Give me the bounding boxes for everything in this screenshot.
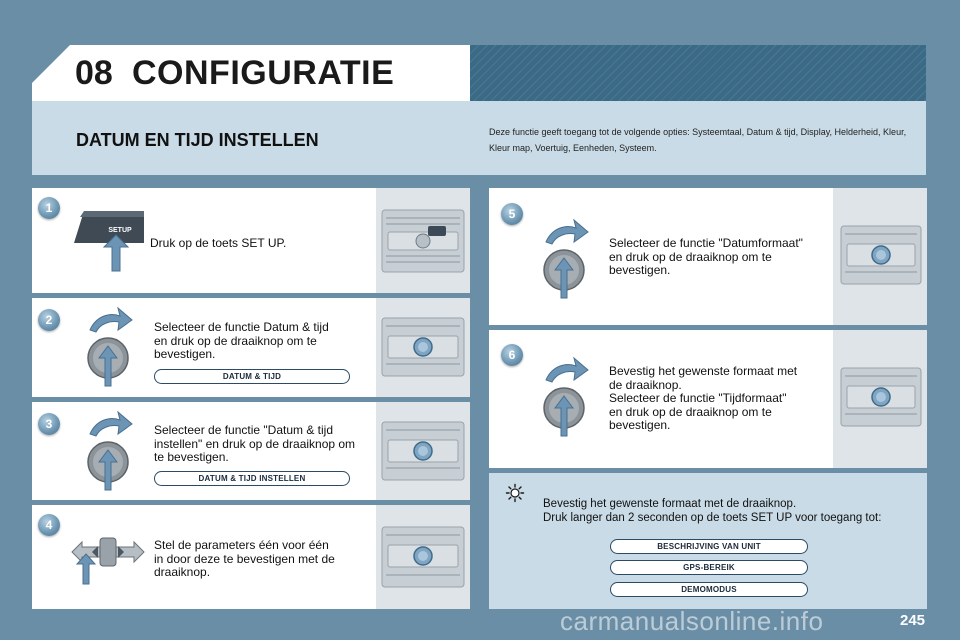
step-5-badge: 5 — [501, 203, 523, 225]
step-2-text: Selecteer de functie Datum & tijd en druk op de draaiknop om te bevestigen. — [154, 320, 329, 361]
menu-item-demomodus: DEMOMODUS — [610, 582, 808, 597]
menu-item-datum-tijd: DATUM & TIJD — [154, 369, 350, 384]
navigation-arrows-icon — [70, 532, 146, 586]
step-4-photo — [376, 505, 470, 609]
setup-key-icon — [74, 207, 144, 275]
step-6-badge: 6 — [501, 344, 523, 366]
step-5-text: Selecteer de functie "Datumformaat" en druk op de draaiknop om te bevestigen. — [609, 236, 803, 277]
rotary-knob-icon — [84, 306, 140, 390]
console-unit-icon — [376, 298, 470, 397]
step-3-photo — [376, 402, 470, 500]
step-1-badge: 1 — [38, 197, 60, 219]
tip-text: Bevestig het gewenste formaat met de draaiknop. Druk langer dan 2 seconden op de toets SET UP voor toegang tot: — [543, 498, 882, 524]
step-4-text: Stel de parameters één voor één in door deze te bevestigen met de draaiknop. — [154, 538, 335, 579]
chapter-title: CONFIGURATIE — [132, 54, 395, 92]
step-6-text: Bevestig het gewenste formaat met de draaiknop. Selecteer de functie "Tijdformaat" en druk op de draaiknop om te bevestigen. — [609, 364, 798, 432]
watermark: carmanualsonline.info — [560, 606, 824, 636]
step-1-photo — [376, 188, 470, 293]
setup-key-label: SETUP — [108, 227, 132, 234]
rotary-knob-icon — [540, 356, 596, 440]
step-3-badge: 3 — [38, 413, 60, 435]
chapter-number: 08 — [75, 54, 113, 92]
step-5-photo — [833, 188, 927, 325]
console-unit-icon — [833, 330, 927, 468]
step-6-photo — [833, 330, 927, 468]
console-unit-icon — [376, 188, 470, 293]
step-3-text: Selecteer de functie "Datum & tijd instellen" en druk op de draaiknop om te bevestigen. — [154, 423, 356, 464]
step-2-badge: 2 — [38, 309, 60, 331]
step-4-badge: 4 — [38, 514, 60, 536]
rotary-knob-icon — [540, 218, 596, 302]
menu-item-datum-tijd-instellen: DATUM & TIJD INSTELLEN — [154, 471, 350, 486]
console-unit-icon — [833, 188, 927, 325]
step-2-photo — [376, 298, 470, 397]
console-unit-icon — [376, 402, 470, 500]
rotary-knob-icon — [84, 410, 140, 494]
header-pattern — [470, 45, 926, 101]
page-number: 245 — [900, 612, 926, 629]
menu-item-gps-bereik: GPS-BEREIK — [610, 560, 808, 575]
section-title: DATUM EN TIJD INSTELLEN — [76, 130, 319, 150]
intro-text: Deze functie geeft toegang tot de volgende opties: Systeemtaal, Datum & tijd, Display, Helderheid, Kleur, Kleur map, Voertuig, Eenheden, Systeem. — [489, 127, 907, 153]
step-1-text: Druk op de toets SET UP. — [150, 236, 287, 250]
console-unit-icon — [376, 505, 470, 609]
sun-icon — [506, 484, 524, 502]
menu-item-beschrijving-van-unit: BESCHRIJVING VAN UNIT — [610, 539, 808, 554]
